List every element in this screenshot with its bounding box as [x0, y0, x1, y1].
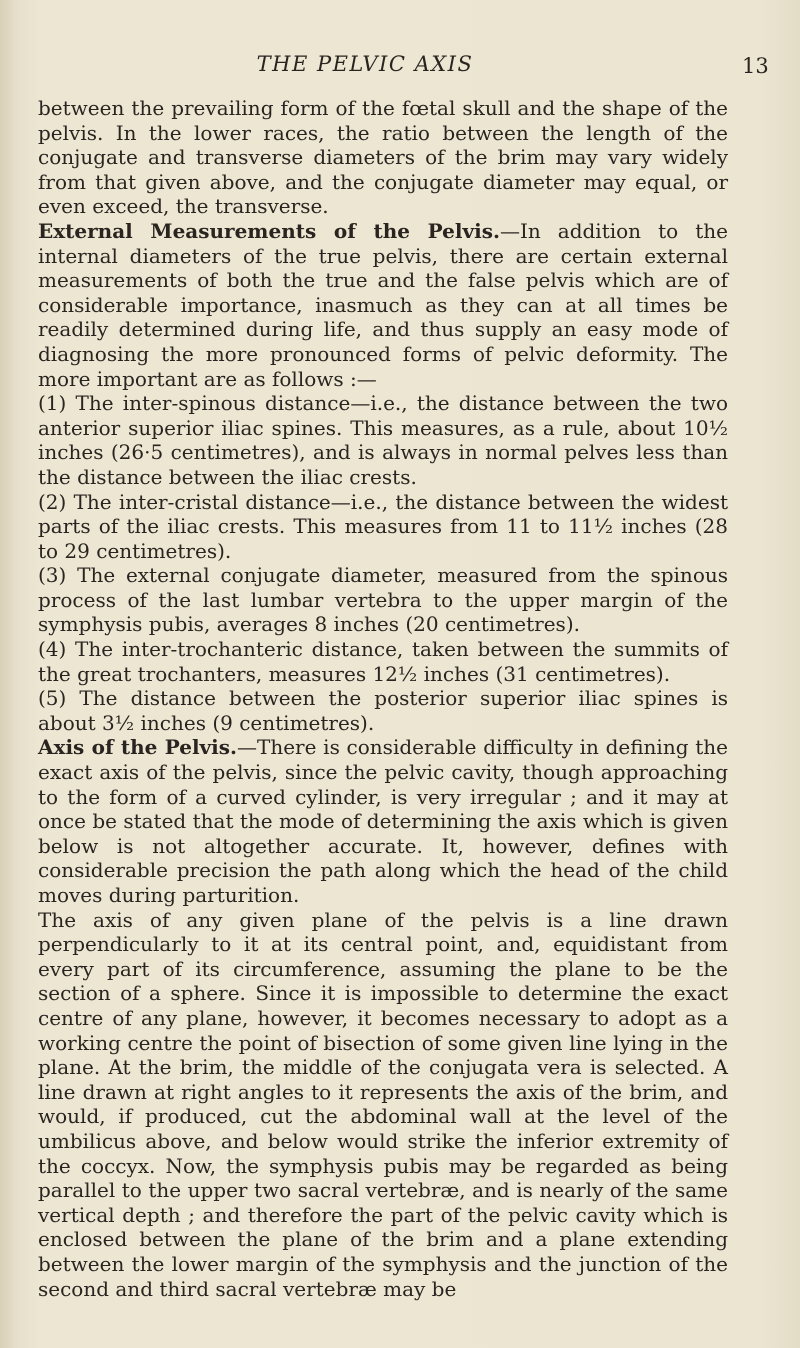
paragraph-4: The axis of any given plane of the pelvis is a line drawn perpendicularly to it at its central point, and, equidistant from every part of its circumference, assuming the plane to be the section of a sphere. Since it is impossible to determine the exact centre of any plane, however, it becomes necessary to adopt as a working centre the point of bisection of some given line lying in the plane. At the brim, the middle of the conjugata vera is selected. A line drawn at right angles to it represents the axis of the brim, and would, if produced, cut the abdominal wall at the level of the umbilicus above, and below would strike the inferior extremity of the coccyx. Now, the symphysis pubis may be regarded as being parallel to the upper two sacral vertebræ, and is nearly of the same vertical depth ; and therefore the part of the pelvic cavity which is enclosed between the plane of the brim and a plane extending between the lower margin of the symphysis and the junction of the second and third sacral vertebræ may be	[38, 907, 728, 1301]
paragraph-external-measurements	[38, 219, 728, 391]
page-number: 13	[742, 54, 769, 78]
list-item-2: (2) The inter-cristal distance—i.e., the distance between the widest parts of the iliac crests. This measures from 11 to 11½ inches (28 to 29 centimetres).	[38, 489, 728, 563]
list-item-5: (5) The distance between the posterior superior iliac spines is about 3½ inches (9 centimetres).	[38, 686, 728, 735]
paragraph-3-body: —There is considerable difficulty in defining the exact axis of the pelvis, since the pelvic cavity, though approaching to the form of a curved cylinder, is very irregular ; and it may at once be stated that the mode of determining the axis which is given below is not altogether accurate. It, however, defines with considerable precision the path along which the head of the child moves during parturition.	[38, 735, 728, 907]
list-item-1: (1) The inter-spinous distance—i.e., the distance between the two anterior superior iliac spines. This measures, as a rule, about 10½ inches (26·5 centimetres), and is always in normal pelves less than the distance between the iliac crests.	[38, 391, 728, 489]
body-text	[38, 96, 728, 1301]
paragraph-1: between the prevailing form of the fœtal skull and the shape of the pelvis. In the lower races, the ratio between the length of the conjugate and transverse diameters of the brim may vary widely from that given above, and the conjugate diameter may equal, or even exceed, the transverse.	[38, 96, 728, 219]
page-header	[0, 52, 800, 82]
list-item-4: (4) The inter-trochanteric distance, taken between the summits of the great trochanters, measures 12½ inches (31 centimetres).	[38, 637, 728, 686]
paragraph-axis-of-pelvis	[38, 735, 728, 907]
paragraph-2-body: —In addition to the internal diameters of the true pelvis, there are certain external measurements of both the true and the false pelvis which are of considerable importance, inasmuch as they can at all times be readily determined during life, and thus supply an easy mode of diagnosing the more pronounced forms of pelvic deformity. The more important are as follows :—	[38, 218, 729, 391]
list-item-3: (3) The external conjugate diameter, measured from the spinous process of the last lumbar vertebra to the upper margin of the symphysis pubis, averages 8 inches (20 centimetres).	[38, 563, 728, 637]
section-heading-external-measurements: External Measurements of the Pelvis.	[38, 218, 500, 243]
running-title: THE PELVIC AXIS	[256, 52, 474, 76]
section-heading-axis-of-pelvis: Axis of the Pelvis.	[38, 735, 237, 760]
